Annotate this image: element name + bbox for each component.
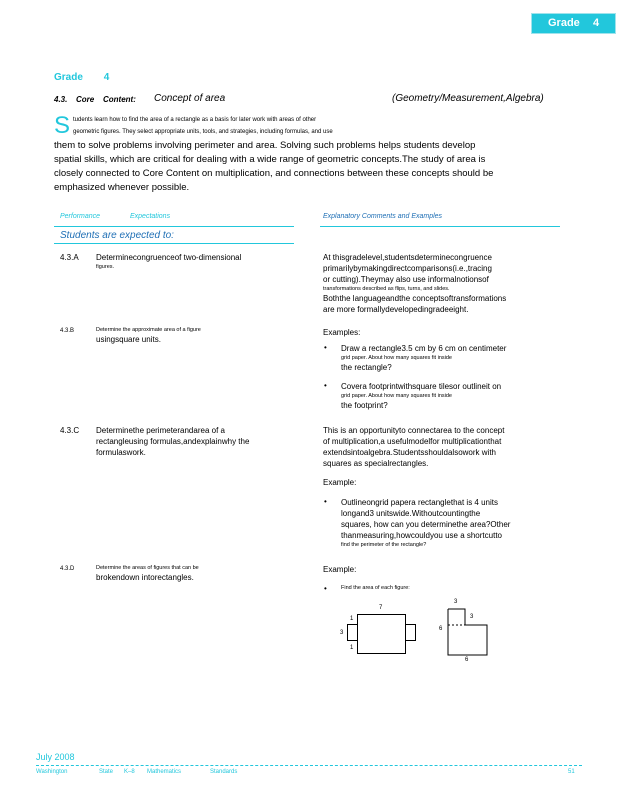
row-a-ex-4: transformations described as flips, turns, and slides. [323,286,450,292]
subheader-rule [54,243,294,244]
row-b-pe-2: usingsquare units. [96,335,161,344]
students-expected: Students are expected to: [60,230,174,241]
row-c-ex-1: This is an opportunityto connectarea to the concept [323,426,505,435]
row-a-id: 4.3.A [60,253,79,262]
header-performance: Performance [60,213,101,220]
figure-2-label-right: 3 [470,614,474,620]
row-b-pe-1: Determine the approximate area of a figure [96,327,201,333]
row-b-expectation [96,326,201,345]
row-a-expectation [96,252,241,271]
figure-2-label-left: 6 [439,626,443,632]
header-rule-left [54,226,294,227]
row-d-pe-1: Determine the areas of figures that can be [96,565,199,571]
row-c-comments [323,425,504,469]
row-c-example-label: Example: [323,478,357,487]
figure-1-label-left-bottom: 1 [350,645,354,651]
row-b-b1-3: the rectangle? [341,363,392,372]
row-b-b1-2: grid paper. About how many squares fit inside [341,355,452,361]
grade-tab [531,13,616,34]
row-b-id: 4.3.B [60,328,75,334]
row-c-bullet: • [324,497,327,506]
intro-line-2: geometric figures. They select appropriate units, tools, and strategies, including formulas, and use [73,129,333,135]
figure-2 [436,597,506,667]
grade-tab-label: Grade [548,17,580,29]
row-b-bullet-2: • [324,381,327,390]
row-c-ex-4: squares as specialrectangles. [323,459,429,468]
figure-2-shape [436,597,506,667]
row-c-ex-2: of multiplication,a usefulmodelfor multiplicationthat [323,437,502,446]
row-d-example-1 [341,584,410,592]
row-b-b2-2: grid paper. About how many squares fit inside [341,393,452,399]
row-b-b2-3: the footprint? [341,401,388,410]
row-a-comments [323,252,506,315]
row-a-ex-6: are more formallydevelopedingradeeight. [323,305,469,314]
content-strands: (Geometry/Measurement,Algebra) [392,93,544,104]
row-c-b1-5: find the perimeter of the rectangle? [341,542,427,548]
header-explanatory: Explanatory Comments and Examples [323,213,443,220]
row-a-ex-2: primarilybymakingdirectcomparisons(i.e.,tracing [323,264,492,273]
row-b-b1-1: Draw a rectangle3.5 cm by 6 cm on centimeter [341,344,507,353]
row-c-b1-1: Outlineongrid papera rectanglethat is 4 units [341,498,498,507]
core-content-label: Content: [103,95,136,104]
figure-1-right-tab [405,624,416,641]
row-c-expectation [96,425,249,458]
figure-1-label-left-mid: 3 [340,630,344,636]
row-c-pe-3: formulaswork. [96,448,146,457]
row-a-ex-5: Boththe languageandthe conceptsoftransformations [323,294,507,303]
row-d-bullet: • [324,584,327,593]
footer-subject: Mathematics [147,769,182,775]
row-c-example-1 [341,497,510,549]
row-a-ex-1: At thisgradelevel,studentsdeterminecongruence [323,253,492,262]
footer-rule [36,765,582,766]
header-expectations: Expectations [130,213,171,220]
core-content-word: Core [76,95,95,104]
row-a-ex-3: or cutting).Theymay also use informalnotionsof [323,275,489,284]
row-b-example-1 [341,343,506,373]
row-b-examples-label: Examples: [323,328,361,337]
row-c-pe-2: rectangleusing formulas,andexplainwhy the [96,437,250,446]
figure-1-main-rect [357,614,406,654]
intro-line-4: spatial skills, which are critical for dealing with a wide range of geometric concepts.The study of area is [54,154,486,165]
grade-heading-label: Grade [54,72,83,83]
footer-grades: K–8 [124,769,135,775]
figure-2-label-top: 3 [454,599,458,605]
row-d-pe-2: brokendown intorectangles. [96,573,194,582]
intro-line-1: tudents learn how to find the area of a rectangle as a basis for later work with areas of other [73,117,317,123]
row-c-b1-4: thanmeasuring,howcouldyou use a shortcutto [341,531,502,540]
row-a-pe-1: Determinecongruenceof two-dimensional [96,253,242,262]
row-a-pe-2: figures. [96,264,115,270]
row-b-example-2 [341,381,501,411]
row-b-bullet-1: • [324,343,327,352]
row-d-example-label: Example: [323,565,357,574]
row-c-b1-3: squares, how can you determinethe area?Other [341,520,511,529]
grade-heading [54,72,109,83]
figure-1-label-top: 7 [379,605,383,611]
row-b-b2-1: Covera footprintwithsquare tilesor outlineit on [341,382,502,391]
intro-line-6: emphasized whenever possible. [54,182,190,193]
footer-date: July 2008 [36,752,75,762]
row-c-id: 4.3.C [60,426,80,435]
intro-line-5: closely connected to Core Content on multiplication, and connections between these concepts should be [54,168,494,179]
footer-standards: Standards [210,769,238,775]
footer-state-1: Washington [36,769,68,775]
drop-cap: S [54,112,71,139]
row-d-id: 4.3.D [60,566,75,572]
row-c-ex-3: extendsintoalgebra.Studentsshouldalsowork with [323,448,496,457]
figure-1-label-left-top: 1 [350,616,354,622]
row-c-pe-1: Determinethe perimeterandarea of a [96,426,225,435]
grade-heading-number: 4 [103,72,110,83]
row-d-b1: Find the area of each figure: [341,585,410,591]
page-number: 51 [568,769,575,775]
row-d-expectation [96,564,199,583]
grade-tab-number: 4 [593,17,600,29]
header-rule-right [320,226,560,227]
core-content-code: 4.3. [54,95,68,104]
figure-1 [336,600,436,662]
intro-line-3: them to solve problems involving perimeter and area. Solving such problems helps students develop [54,140,476,151]
page-title: Concept of area [154,93,226,104]
row-c-b1-2: longand3 unitswide.Withoutcountingthe [341,509,481,518]
figure-2-label-bottom: 6 [465,657,469,663]
footer-state-2: State [99,769,114,775]
